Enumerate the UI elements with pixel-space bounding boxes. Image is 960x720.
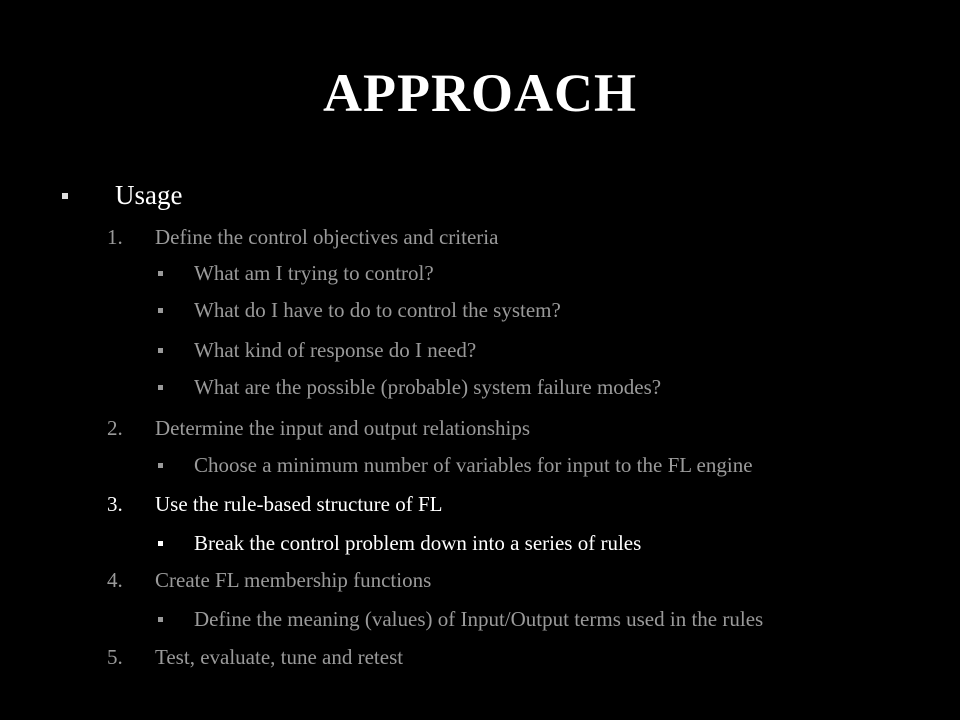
sub-item-text: Break the control problem down into a series of rules [194,531,642,555]
list-number: 1. [107,225,123,249]
list-number: 3. [107,492,123,516]
list-text: Test, evaluate, tune and retest [155,645,404,669]
square-bullet-icon [62,193,68,199]
list-item-2 [107,418,907,442]
heading-text: Usage [115,180,183,210]
slide-title: APPROACH [323,63,637,123]
sub-item [158,340,938,364]
list-text: Use the rule-based structure of FL [155,492,443,516]
sub-item-text: Choose a minimum number of variables for input to the FL engine [194,453,753,477]
heading-row [58,182,458,212]
sub-item [158,455,938,479]
list-number: 5. [107,645,123,669]
list-text: Determine the input and output relationships [155,416,531,440]
list-item-1 [107,227,907,251]
sub-item-text: What are the possible (probable) system failure modes? [194,375,662,399]
sub-item-text: What am I trying to control? [194,261,434,285]
sub-item [158,263,938,287]
list-text: Create FL membership functions [155,568,432,592]
square-bullet-icon [158,617,163,622]
sub-item-text: What kind of response do I need? [194,338,477,362]
sub-item-text: Define the meaning (values) of Input/Output terms used in the rules [194,607,764,631]
square-bullet-icon [158,308,163,313]
list-number: 2. [107,416,123,440]
square-bullet-icon [158,348,163,353]
list-item-5 [107,647,907,671]
sub-item-text: What do I have to do to control the system? [194,298,561,322]
list-text: Define the control objectives and criteria [155,225,499,249]
sub-item [158,533,938,557]
sub-item [158,300,938,324]
list-item-4 [107,570,907,594]
sub-item [158,609,938,633]
square-bullet-icon [158,385,163,390]
square-bullet-icon [158,463,163,468]
square-bullet-icon [158,271,163,276]
sub-item [158,377,938,401]
square-bullet-icon [158,541,163,546]
list-number: 4. [107,568,123,592]
list-item-3 [107,494,907,518]
